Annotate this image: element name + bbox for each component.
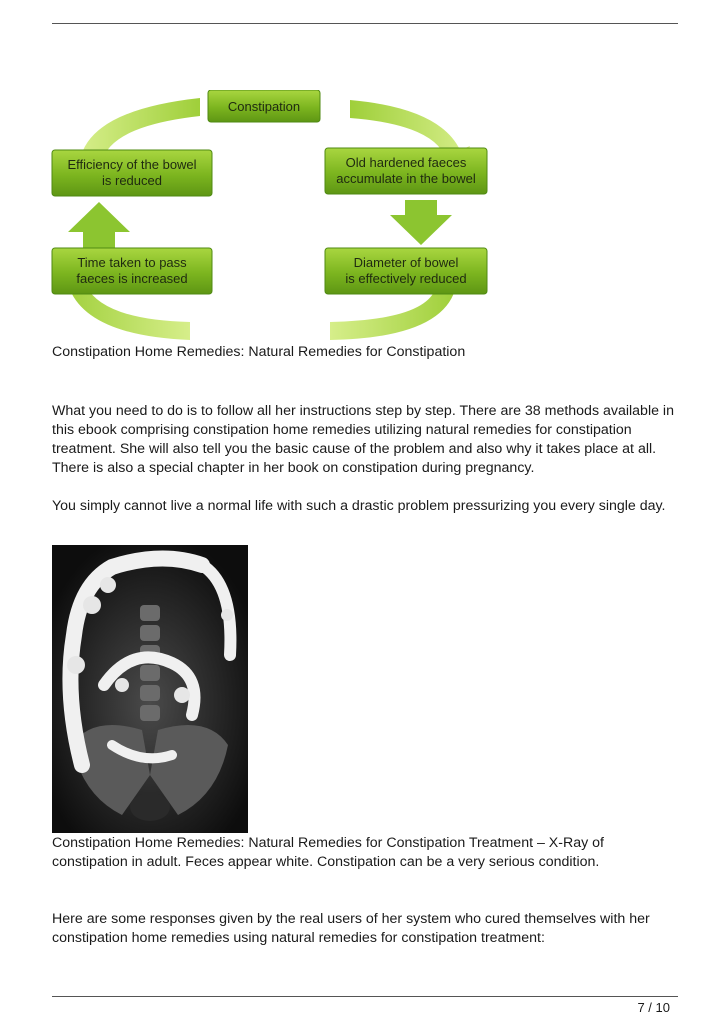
cycle-arrow-bottom (330, 290, 455, 340)
header-rule (52, 23, 678, 24)
xray-caption: Constipation Home Remedies: Natural Remedies for Constipation Treatment – X-Ray of constipation in adult. Feces appear white. Constipation can be a very serious condition. (52, 835, 604, 870)
diagram-label-time-2: faeces is increased (76, 271, 188, 286)
diagram-label-old-faeces-1: Old hardened faeces (345, 155, 467, 170)
down-arrow (390, 200, 452, 245)
diagram-label-constipation: Constipation (227, 99, 301, 114)
constipation-cycle-diagram (50, 90, 490, 345)
diagram-label-diameter-2: is effectively reduced (345, 271, 467, 286)
diagram-label-diameter-1: Diameter of bowel (353, 255, 459, 270)
body-paragraph-1: What you need to do is to follow all her instructions step by step. There are 38 methods available in this ebook comprising constipation home remedies utilizing natural remedies for constipation treatment. She will also tell you the basic cause of the problem and also why it takes place at all. There is also a special chapter in her book on constipation during pregnancy. (52, 403, 674, 476)
up-arrow (68, 202, 130, 248)
body-paragraph-2: You simply cannot live a normal life with such a drastic problem pressurizing you every single day. (52, 498, 666, 514)
page-number: 7 / 10 (637, 1000, 670, 1015)
xray-image (52, 545, 248, 833)
body-paragraph-3: Here are some responses given by the real users of her system who cured themselves with her constipation home remedies using natural remedies for constipation treatment: (52, 911, 650, 946)
footer-rule (52, 996, 678, 997)
diagram-label-old-faeces-2: accumulate in the bowel (336, 171, 476, 186)
diagram-caption: Constipation Home Remedies: Natural Remedies for Constipation (52, 344, 466, 360)
diagram-label-efficiency-2: is reduced (102, 173, 162, 188)
diagram-label-efficiency-1: Efficiency of the bowel (67, 157, 197, 172)
diagram-label-time-1: Time taken to pass (77, 255, 187, 270)
